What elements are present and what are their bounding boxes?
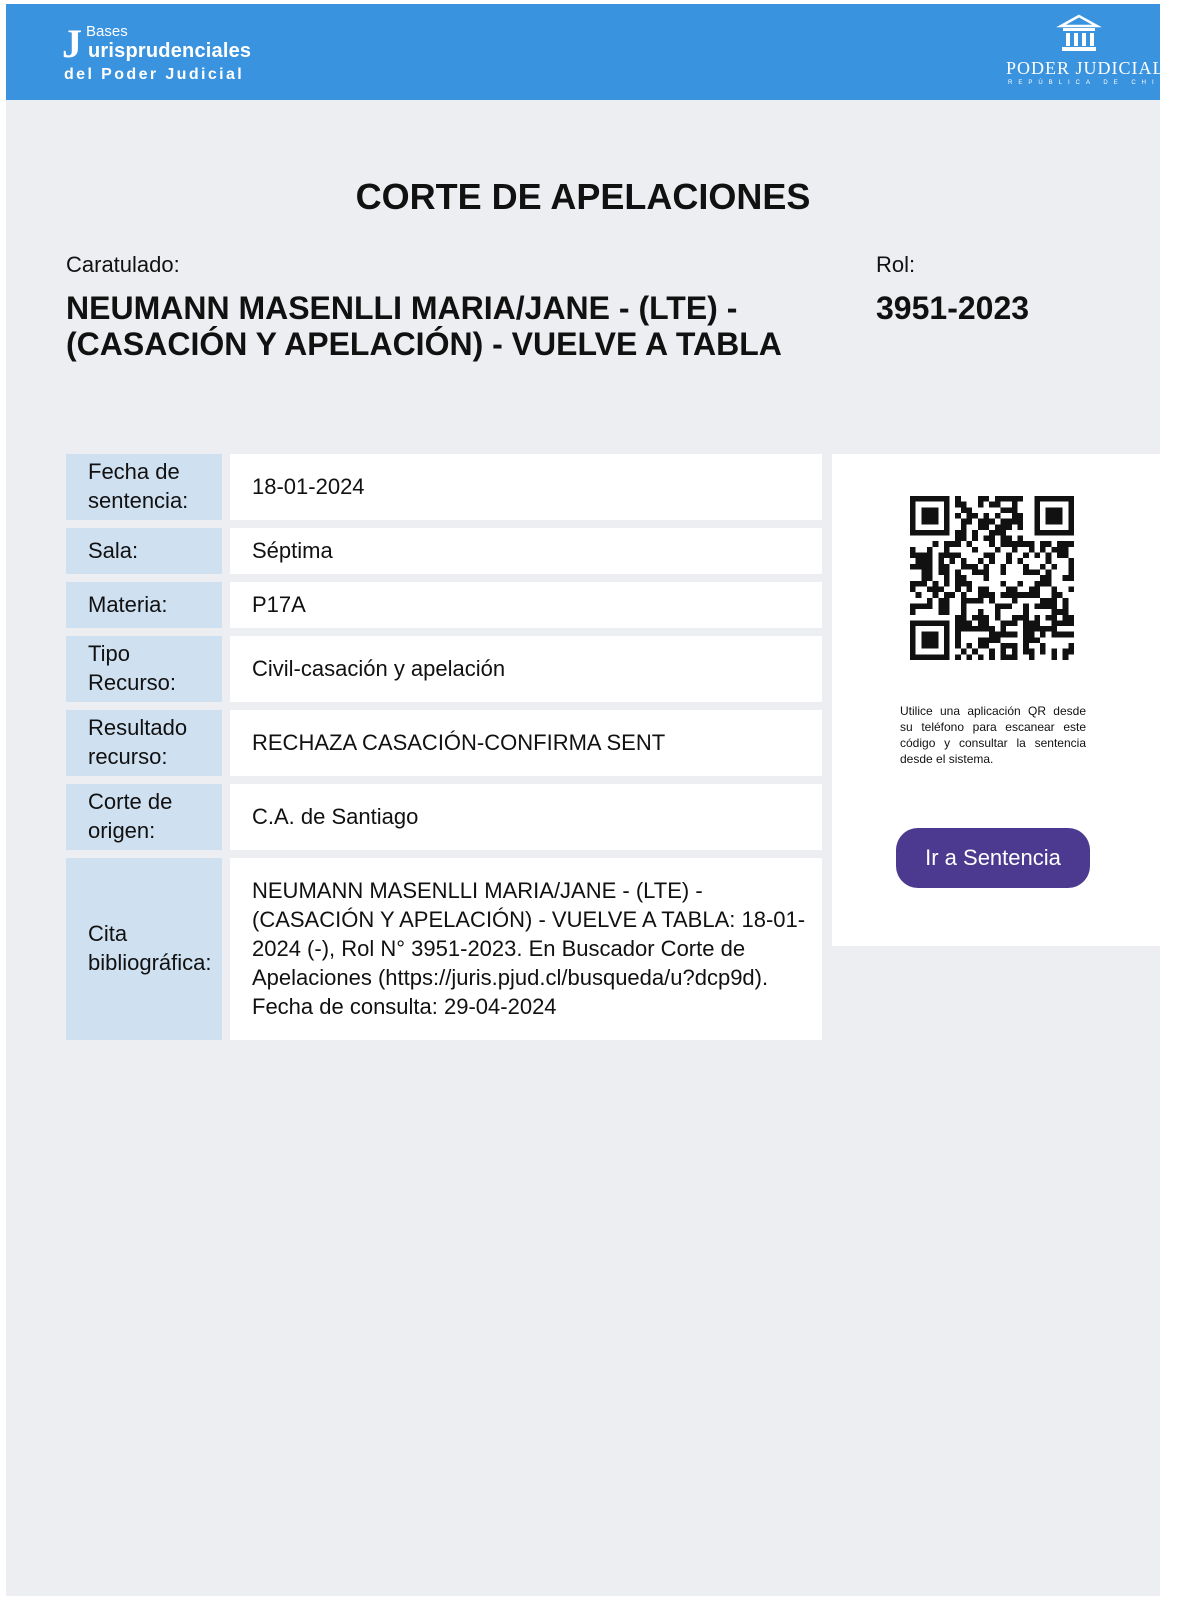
detail-label: Materia: (66, 582, 222, 628)
sentence-details-table (66, 454, 822, 1048)
detail-row-resultado (66, 710, 822, 776)
qr-instructions: Utilice una aplicación QR desde su teléfono para escanear este código y consultar la sentencia desde el sistema. (900, 704, 1086, 766)
header-bar (6, 4, 1179, 100)
detail-row-sala (66, 528, 822, 574)
institution-name: PODER JUDICIAL (1006, 58, 1165, 78)
rol-value: 3951-2023 (876, 290, 1030, 326)
detail-row-corte-origen (66, 784, 822, 850)
detail-value: 18-01-2024 (230, 454, 822, 520)
caratulado-label: Caratulado: (66, 252, 180, 277)
logo-j: J (62, 21, 82, 66)
qr-panel (832, 454, 1160, 946)
document-page (6, 4, 1179, 1596)
institution-subtitle: REPÚBLICA DE CHILE (1008, 80, 1179, 86)
detail-label: Resultado recurso: (66, 710, 222, 776)
logo-line-jurisprudenciales: urisprudenciales (88, 40, 252, 62)
caratulado-value: NEUMANN MASENLLI MARIA/JANE - (LTE) - (CASACIÓN Y APELACIÓN) - VUELVE A TABLA (66, 290, 782, 362)
detail-label: Tipo Recurso: (66, 636, 222, 702)
detail-label: Fecha de sentencia: (66, 454, 222, 520)
detail-value: Civil-casación y apelación (230, 636, 822, 702)
logo-line-bases: Bases (86, 23, 128, 40)
detail-label: Cita bibliográfica: (66, 858, 222, 1040)
detail-value: P17A (230, 582, 822, 628)
detail-row-cita (66, 858, 822, 1040)
logo-line-poder-judicial: del Poder Judicial (64, 66, 245, 83)
courthouse-icon (1058, 14, 1100, 54)
detail-value: C.A. de Santiago (230, 784, 822, 850)
detail-row-fecha (66, 454, 822, 520)
court-title: CORTE DE APELACIONES (355, 176, 811, 217)
detail-value: RECHAZA CASACIÓN-CONFIRMA SENT (230, 710, 822, 776)
detail-row-tipo-recurso (66, 636, 822, 702)
detail-label: Corte de origen: (66, 784, 222, 850)
detail-row-materia (66, 582, 822, 628)
detail-label: Sala: (66, 528, 222, 574)
poder-judicial-logo (1006, 14, 1179, 94)
bases-jurisprudenciales-logo[interactable] (62, 22, 292, 86)
qr-code-icon (910, 496, 1074, 660)
rol-label: Rol: (876, 252, 916, 277)
detail-value: Séptima (230, 528, 822, 574)
detail-value: NEUMANN MASENLLI MARIA/JANE - (LTE) - (CASACIÓN Y APELACIÓN) - VUELVE A TABLA: 18-01-2024 (-), Rol N° 3951-2023. En Buscador Corte de Apelaciones (https://juris.pjud.cl/busqueda/u?dcp9d). Fecha de consulta: 29-04-2024 (230, 858, 822, 1040)
go-to-sentence-button[interactable]: Ir a Sentencia (896, 828, 1090, 888)
